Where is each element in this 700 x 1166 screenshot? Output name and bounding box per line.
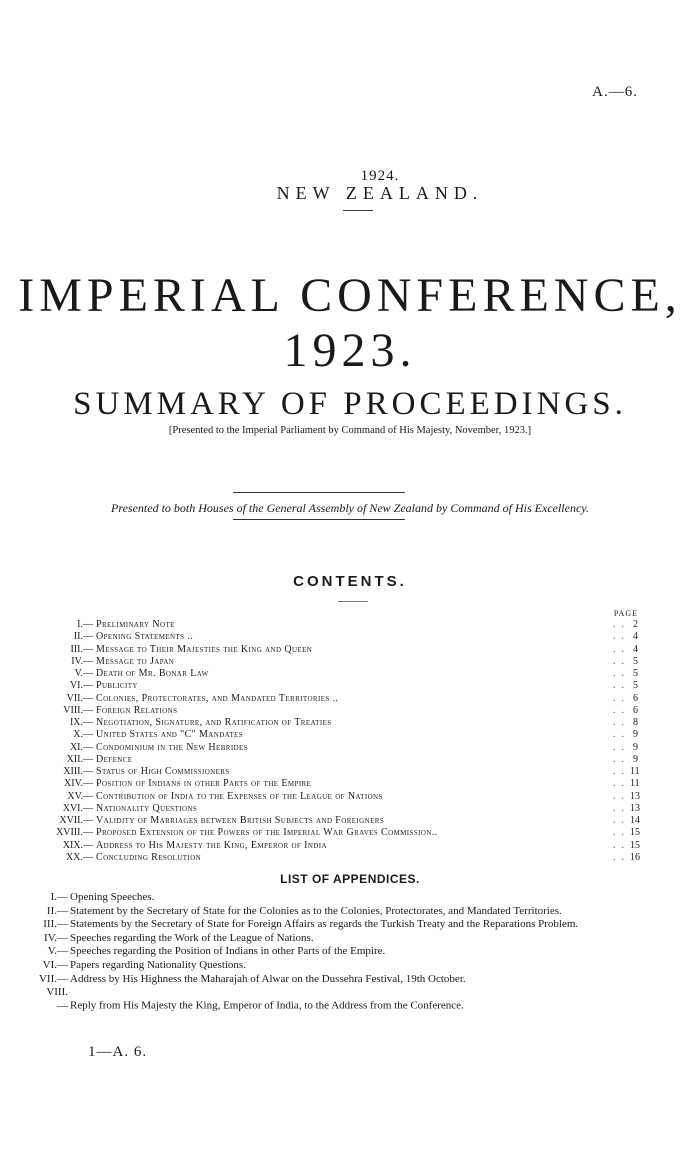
contents-item (0, 803, 700, 815)
appendix-item (0, 918, 700, 932)
contents-item-number: IX.— (69, 717, 93, 728)
leader-dots: .. (613, 717, 630, 728)
contents-item-page: 15 (630, 839, 640, 851)
year: 1924. (360, 168, 400, 184)
contents-item (0, 680, 700, 692)
contents-item-title: Nationality Questions (96, 802, 198, 814)
contents-item-title: Address to His Majesty the King, Emperor of India (96, 839, 327, 851)
appendix-item-text: Statements by the Secretary of State for Foreign Affairs as regards the Turkish Treaty and the Reparations Problem. (70, 918, 579, 931)
contents-item-page: 11 (630, 766, 640, 777)
contents-item (0, 791, 700, 803)
contents-item (0, 619, 700, 631)
appendix-item (0, 891, 700, 905)
contents-item-page: 8 (633, 717, 638, 728)
contents-item-page: 4 (633, 631, 638, 643)
contents-item-page: 15 (630, 827, 640, 839)
leader-dots: .. (613, 827, 630, 839)
appendix-item-number: VIII.— (46, 986, 68, 1012)
leader-dots: .. (613, 692, 630, 704)
appendix-item-text: Reply from His Majesty the King, Emperor of India, to the Address from the Conference. (70, 999, 464, 1012)
divider (343, 210, 373, 211)
leader-dots: .. (613, 655, 630, 667)
leader-dots: .. (613, 631, 630, 643)
contents-item-title: Message to Japan (96, 655, 175, 667)
contents-item-title: Preliminary Note (96, 619, 175, 630)
contents-item-page: 14 (630, 815, 640, 826)
contents-item-title: Contribution of India to the Expenses of the League of Nations (96, 790, 383, 802)
country: NEW ZEALAND. (276, 183, 484, 203)
contents-item-page: 5 (633, 680, 638, 692)
contents-item (0, 766, 700, 778)
contents-item-number: VIII.— (63, 704, 93, 716)
contents-item-title: Foreign Relations (96, 704, 178, 716)
appendices-list (0, 891, 700, 1013)
appendix-item-text: Speeches regarding the Work of the League of Nations. (70, 931, 314, 944)
contents-item (0, 778, 700, 790)
contents-item-title: Negotiation, Signature, and Ratification of Treaties (96, 717, 332, 728)
contents-item-number: XIX.— (62, 839, 93, 851)
page-column-label: PAGE (613, 609, 638, 618)
leader-dots: .. (613, 704, 630, 716)
contents-item-page: 4 (633, 643, 638, 655)
appendix-item (0, 959, 700, 973)
contents-item-number: XVII.— (59, 815, 93, 826)
contents-item-title: Message to Their Majesties the King and Queen (96, 643, 313, 655)
leader-dots: .. (613, 680, 630, 692)
contents-item-number: VI.— (69, 680, 93, 692)
contents-heading: CONTENTS. (293, 573, 407, 590)
contents-item-page: 16 (630, 851, 640, 863)
contents-item-page: 6 (633, 692, 638, 704)
contents-item-title: Death of Mr. Bonar Law (96, 668, 209, 679)
contents-item (0, 827, 700, 839)
contents-item-title: Defence (96, 753, 133, 765)
contents-item (0, 717, 700, 729)
contents-item-page: 9 (633, 729, 638, 741)
contents-item-number: III.— (70, 643, 93, 655)
appendix-item (0, 945, 700, 959)
appendix-item-number: IV.— (44, 931, 68, 944)
appendix-item-number: V.— (47, 945, 68, 958)
presentation-note-houses: Presented to both Houses of the General Assembly of New Zealand by Command of His Excellency. (111, 501, 589, 515)
contents-item-number: V.— (74, 668, 93, 679)
footer-reference: 1—A. 6. (88, 1044, 148, 1060)
contents-item-number: VII.— (66, 692, 93, 704)
appendix-item (0, 932, 700, 946)
contents-item (0, 644, 700, 656)
divider (233, 492, 405, 493)
contents-item-number: XIV.— (64, 778, 93, 790)
leader-dots: .. (613, 839, 630, 851)
contents-item-number: IV.— (71, 655, 93, 667)
contents-item-number: XII.— (66, 753, 93, 765)
leader-dots: .. (613, 668, 630, 679)
leader-dots: .. (613, 741, 630, 753)
page-subtitle: SUMMARY OF PROCEEDINGS. (73, 386, 627, 422)
contents-item-number: XV.— (67, 790, 93, 802)
presentation-note-imperial: [Presented to the Imperial Parliament by Command of His Majesty, November, 1923.] (168, 425, 532, 436)
leader-dots: .. (613, 619, 630, 630)
appendix-item-number: II.— (46, 904, 68, 917)
contents-item (0, 729, 700, 741)
contents-item-page: 9 (633, 741, 638, 753)
appendix-item-number: VI.— (42, 958, 68, 971)
contents-item-number: XX.— (66, 851, 93, 863)
leader-dots: .. (613, 802, 630, 814)
contents-item-number: II.— (73, 631, 93, 643)
contents-item (0, 742, 700, 754)
appendix-item-number: I.— (50, 891, 68, 903)
appendix-item-text: Opening Speeches. (70, 891, 155, 903)
document-reference: A.—6. (592, 84, 638, 100)
contents-item-title: Publicity (96, 680, 138, 692)
contents-item (0, 656, 700, 668)
contents-item (0, 668, 700, 680)
contents-item-number: XVI.— (62, 802, 93, 814)
contents-item-page: 5 (633, 668, 638, 679)
contents-item (0, 693, 700, 705)
appendix-item-number: VII.— (38, 972, 68, 985)
contents-item (0, 705, 700, 717)
contents-item-title: Proposed Extension of the Powers of the Imperial War Graves Commission.. (96, 827, 438, 839)
appendix-item-text: Statement by the Secretary of State for the Colonies as to the Colonies, Protectorates, and Mandated Territories. (70, 904, 562, 917)
contents-item (0, 754, 700, 766)
appendix-item-number: III.— (43, 918, 68, 931)
leader-dots: .. (613, 778, 630, 790)
leader-dots: .. (613, 753, 630, 765)
contents-item (0, 840, 700, 852)
contents-item-number: XVIII.— (56, 827, 93, 839)
contents-item-title: Position of Indians in other Parts of the Empire (96, 778, 312, 790)
contents-item-number: I.— (77, 619, 93, 630)
appendix-item (0, 973, 700, 987)
contents-item-title: Status of High Commissioners (96, 766, 230, 777)
leader-dots: .. (613, 729, 630, 741)
contents-item-title: Concluding Resolution (96, 851, 202, 863)
leader-dots: .. (613, 643, 630, 655)
contents-item-title: Condominium in the New Hebrides (96, 741, 248, 753)
contents-item-title: Validity of Marriages between British Subjects and Foreigners (96, 815, 385, 826)
contents-item (0, 815, 700, 827)
divider (338, 601, 368, 602)
contents-item-title: Opening Statements .. (96, 631, 194, 643)
contents-item-page: 11 (630, 778, 640, 790)
contents-item-number: XI.— (69, 741, 93, 753)
appendix-item (0, 986, 700, 1013)
leader-dots: .. (613, 851, 630, 863)
appendix-item (0, 905, 700, 919)
contents-item-page: 9 (633, 753, 638, 765)
contents-item-title: Colonies, Protectorates, and Mandated Territories .. (96, 692, 339, 704)
contents-item-page: 13 (630, 790, 640, 802)
divider (233, 519, 405, 520)
leader-dots: .. (613, 766, 630, 777)
contents-item-number: XIII.— (63, 766, 93, 777)
page-title: IMPERIAL CONFERENCE, 1923. (18, 269, 682, 377)
contents-item (0, 852, 700, 864)
contents-item (0, 631, 700, 643)
contents-item-title: United States and "C" Mandates (96, 729, 243, 741)
appendices-heading: LIST OF APPENDICES. (280, 872, 420, 886)
contents-item-number: X.— (73, 729, 93, 741)
appendix-item-text: Address by His Highness the Maharajah of Alwar on the Dussehra Festival, 19th October. (70, 972, 466, 985)
contents-item-page: 6 (633, 704, 638, 716)
appendix-item-text: Papers regarding Nationality Questions. (70, 958, 246, 971)
leader-dots: .. (613, 815, 630, 826)
leader-dots: .. (613, 790, 630, 802)
contents-item-page: 5 (633, 655, 638, 667)
contents-item-page: 2 (633, 619, 638, 630)
appendix-item-text: Speeches regarding the Position of Indians in other Parts of the Empire. (70, 945, 386, 958)
contents-item-page: 13 (630, 802, 640, 814)
